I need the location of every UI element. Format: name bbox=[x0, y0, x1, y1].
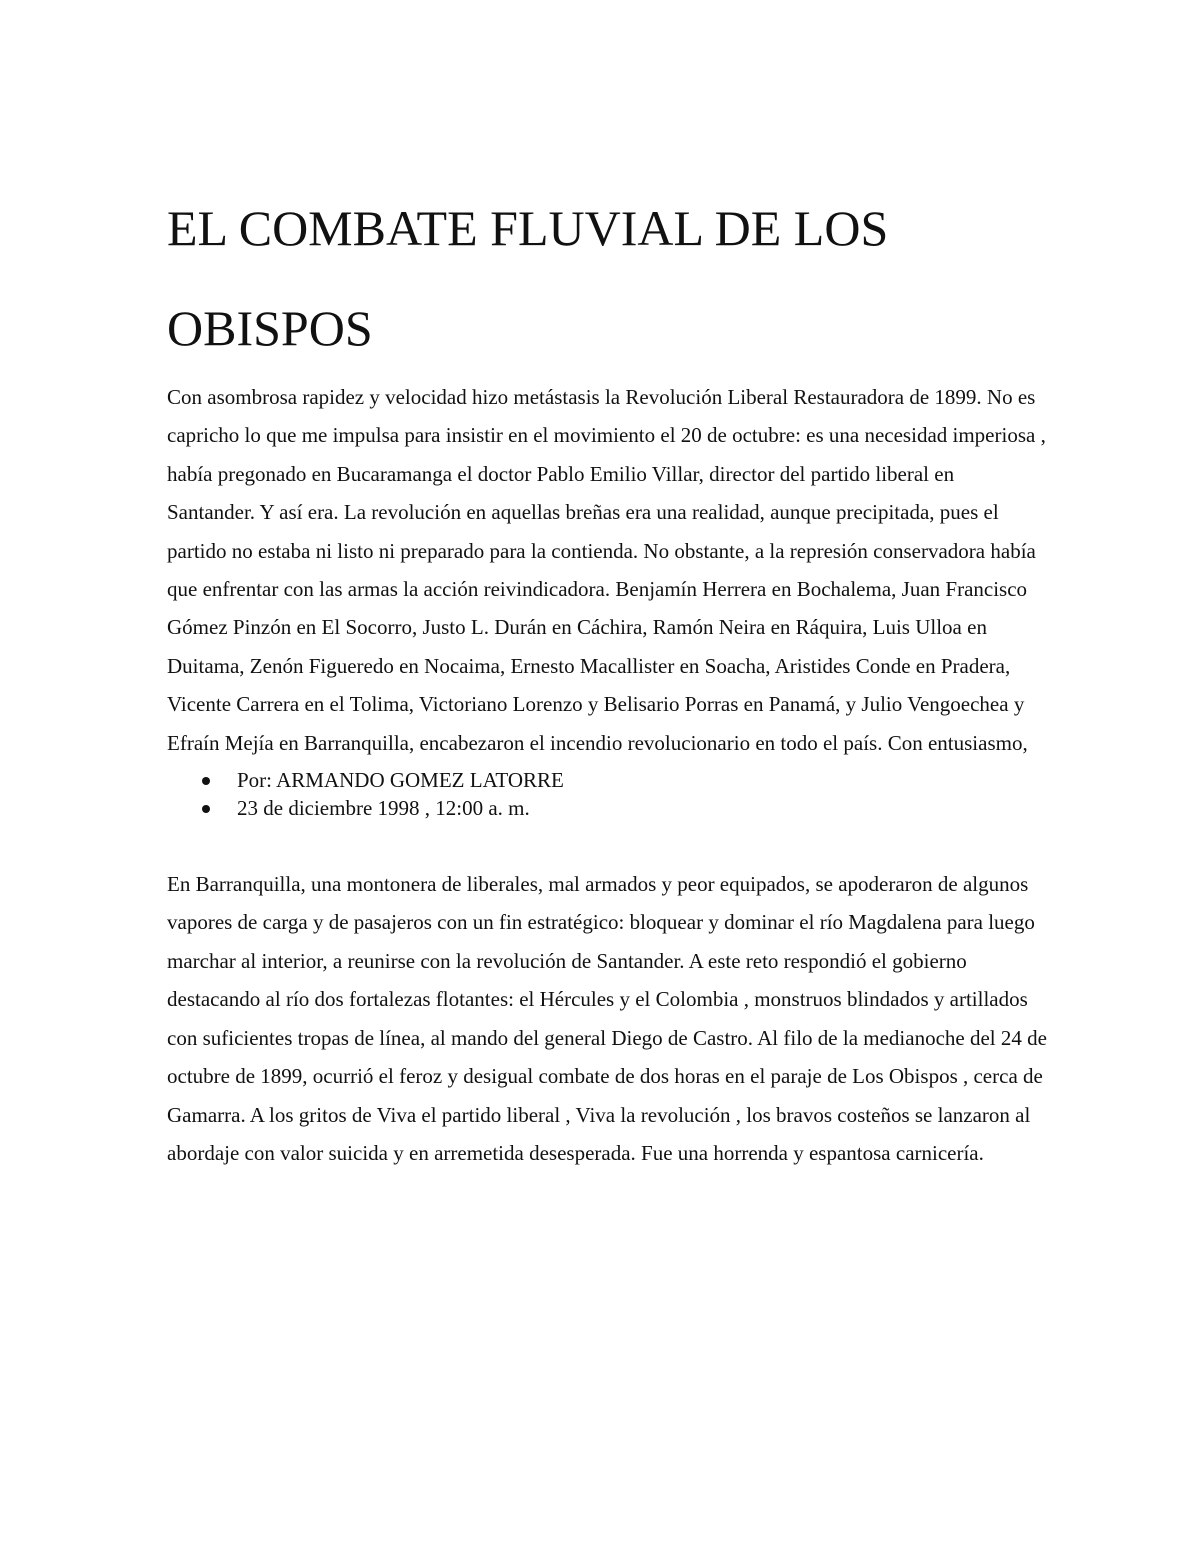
article-body bbox=[167, 178, 1047, 1172]
date-line bbox=[167, 794, 1047, 822]
article-paragraph-2: En Barranquilla, una montonera de liberales, mal armados y peor equipados, se apoderaron de algunos vapores de carga y de pasajeros con un fin estratégico: bloquear y dominar el río Magdalena para luego marchar al interior, a reunirse con la revolución de Santander. A este reto respondió el gobierno destacando al río dos fortalezas flotantes: el Hércules y el Colombia , monstruos blindados y artillados con suficientes tropas de línea, al mando del general Diego de Castro. Al filo de la medianoche del 24 de octubre de 1899, ocurrió el feroz y desigual combate de dos horas en el paraje de Los Obispos , cerca de Gamarra. A los gritos de Viva el partido liberal , Viva la revolución , los bravos costeños se lanzaron al abordaje con valor suicida y en arremetida desesperada. Fue una horrenda y espantosa carnicería. bbox=[167, 872, 1047, 1165]
author-line bbox=[167, 766, 1047, 794]
article-paragraph-1: Con asombrosa rapidez y velocidad hizo metástasis la Revolución Liberal Restauradora de 1899. No es capricho lo que me impulsa para insistir en el movimiento el 20 de octubre: es una necesidad imperiosa , había pregonado en Bucaramanga el doctor Pablo Emilio Villar, director del partido liberal en Santander. Y así era. La revolución en aquellas breñas era una realidad, aunque precipitada, pues el partido no estaba ni listo ni preparado para la contienda. No obstante, a la represión conservadora había que enfrentar con las armas la acción reivindicadora. Benjamín Herrera en Bochalema, Juan Francisco Gómez Pinzón en El Socorro, Justo L. Durán en Cáchira, Ramón Neira en Ráquira, Luis Ulloa en Duitama, Zenón Figueredo en Nocaima, Ernesto Macallister en Soacha, Aristides Conde en Pradera, Vicente Carrera en el Tolima, Victoriano Lorenzo y Belisario Porras en Panamá, y Julio Vengoechea y Efraín Mejía en Barranquilla, encabezaron el incendio revolucionario en todo el país. Con entusiasmo, bbox=[167, 385, 1046, 755]
date-text: 23 de diciembre 1998 , 12:00 a. m. bbox=[237, 796, 530, 821]
article-meta-list bbox=[167, 766, 1047, 822]
author-text: Por: ARMANDO GOMEZ LATORRE bbox=[237, 768, 564, 793]
bullet-icon bbox=[202, 805, 210, 813]
bullet-icon bbox=[202, 777, 210, 785]
article-title: EL COMBATE FLUVIAL DE LOS OBISPOS bbox=[167, 200, 889, 356]
